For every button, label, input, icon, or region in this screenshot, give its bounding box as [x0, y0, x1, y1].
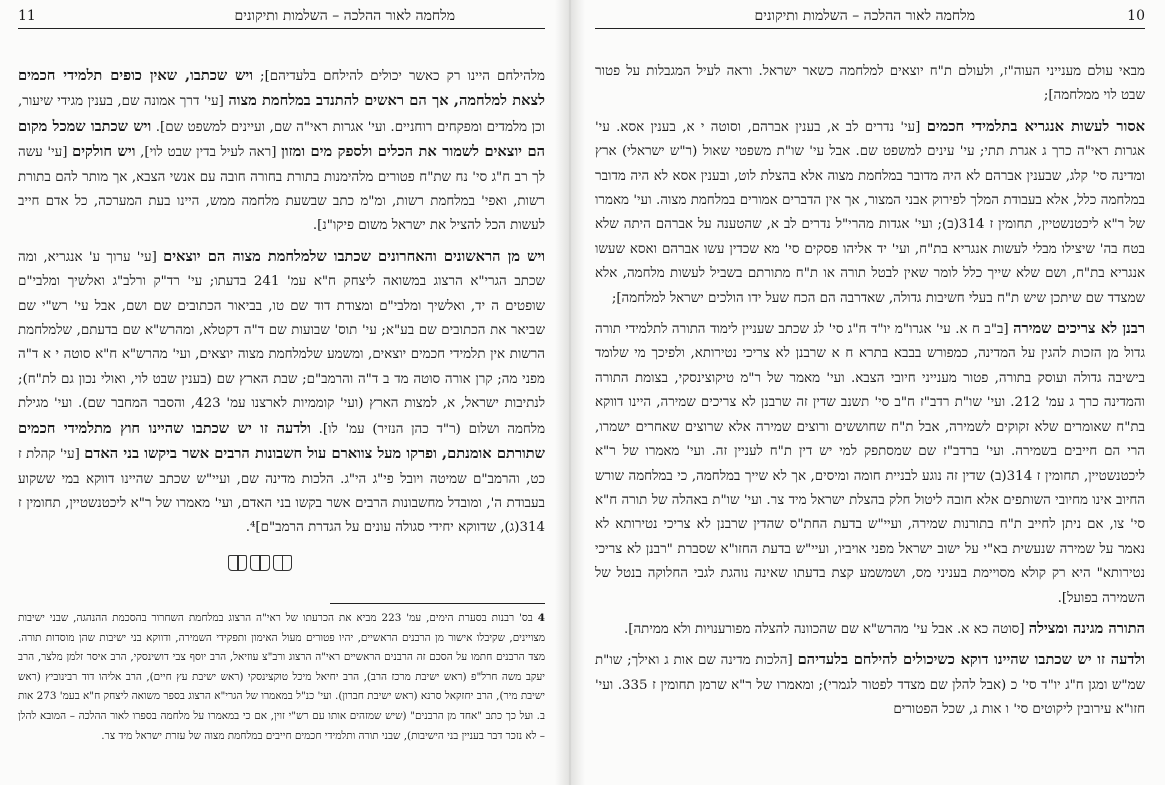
bold-heading-run: ויש שכתבו שמכל מקום הם יוצאים לשמור את הכלים ולספק מים ומזון — [18, 117, 546, 161]
bold-heading-run: 4 — [537, 612, 545, 624]
text-run: [עי' נדרים לב א, בענין אברהם, וסוטה י א, בענין אסא. עי' אגרות ראי"ה כרך ג אגרת תתי; עי' עינים למשפט שם. אבל עי' שו"ת משפטי שאול (ר"ש ישראלי) ארץ ומדינה סי' קלג, שבענין אברהם לא היה מדובר במלחמת מצוה אלא בהצלת לוט, ובענין אסא לא היה מדובר במלחמה כלל, אלא בעבודת המלך לפירוק אבני המצור, אך אין הדברים אמורים במלחמת מצוה. ועי' מאמרו של ר"א ליכטנשטיין, תחומין ז 314(ב); ועי' אגדות מהרי"ל נדרים לב א, שהטענה על אברהם היתה שלא בטח בה' שיצילו מבלי לעשות אנגריא בת"ח, ועי' יד אליהו פסקים סי' מא שכדין עשו אברהם ואסא שעשו אנגריא בת"ח, ושם שלא שייך כלל לומר שאין לבטל תורה או ת"ח מתורתם בשביל לעשות מלחמה, אלא שמצדד שם שיתכן שיש ת"ח בעלי חשיבות גדולה, שאדרבה הם הכח שעל ידו הולכים ישראל למלחמה]; — [595, 119, 1145, 306]
right-paragraph-4 — [595, 617, 1145, 642]
right-paragraph-5 — [595, 648, 1145, 722]
bold-heading-run: ויש חולקים — [72, 143, 136, 161]
right-running-head — [595, 6, 1145, 29]
text-run: [ב"ב ח א. עי' אגרו"מ יו"ד ח"ג סי' לג שכתב שעניין לימוד התורה לתלמידי תורה גדול מן הזכות להגין על המדינה, כמפורש בבבא בתרא ח א שרבנן לא צריכי נטירותא, ולפיכך מי שלומד בישיבה גדולה ועוסק בתורה, פטור מענייני חיובי הצבא. ועי' מאמר של ר"מ טיקוצינסקי, בצומת התורה והמדינה כרך ג עמ' 212. ועי' שו"ת רדב"ז ח"ב סי' תשנב שדין זה שרבנן לא צריכים שמירה, היינו דווקא בת"ח שאומרים שלא זקוקים לשמירה, אבל ת"ח שחוששים ורוצים שמירה אלא שרוצים שאחרים ישמרו, הרי הם חייבים בשמירה. ועי' ברדב"ז שם שמסתפק למי יש דין ת"ח לעניין זה. ועי' מאמרו של ר"א ליכטנשטיין, תחומין ז 314(ב) שדין זה נוגע לבניית חומה ומיסים, אך לא שייך במלחמה, כי במלחמה שורש החיוב אינו מחיובי השותפים אלא חובה ליטול חלק בהצלת ישראל מיד צר. ועי' שו"ת באהלה של תורה ח"א סי' צו, אם ניתן לחייב ת"ח בתורנות שמירה, ועיי"ש בדעת החת"ס שהדין שרבנן לא צריכי נטירותא לא נאמר על שמירה שנעשית בא"י על ישוב ישראל מפני אויביו, ועיי"ש בדעת החזו"א שסברת "רבנן לא צריכי נטירותא" היא רק קולא מסויימת בעניני מס, ושמשמע קצת בדעתו שאינה נוהגת לגבי החלוקה בנטל של השמירה בפועל]. — [595, 322, 1145, 606]
bold-heading-run: התורה מגינה ומצילה — [1028, 619, 1145, 637]
bold-heading-run: רבנן לא צריכים שמירה — [1013, 320, 1145, 338]
right-paragraph-1 — [595, 60, 1145, 109]
text-run: מבאי עולם מענייני העוה"ז, ולעולם ת"ח יוצאים למלחמה כשאר ישראל. וראה לעיל המגבלות על פטור שבט לוי ממלחמה]; — [595, 64, 1145, 104]
left-paragraph-1 — [18, 64, 545, 239]
left-running-head — [18, 6, 545, 29]
right-page — [585, 0, 1165, 785]
book-ornament-icon — [228, 555, 292, 573]
text-run: [הלכות מדינה שם אות ג ואילך; שו"ת שמ"ש ומגן ח"ג יו"ד סי' כ (אבל להלן שם מצדד לפטור לגמרי); ומאמרו של ר"א שרמן תחומין ז 335. ועי' חזו"א עירובין ליקוטים סי' ו אות ג, שכל הפטורים — [595, 653, 1145, 718]
text-run: [עי' עשה לך רב ח"ג סי' נח שת"ח פטורים מלהימנות בתורת בחורה חובה עם אנשי הצבא, אך מותר להם בתורת רשות, ואפי' במלחמת רשות, ומ"מ כתב שבשעת מלחמה ממש, היינו בעת המערכה, כל אדם חייב לעשות הכל להציל את ישראל משום פיקו"נ]. — [18, 145, 545, 234]
right-page-number: 10 — [1127, 8, 1145, 24]
right-paragraph-2 — [595, 115, 1145, 311]
bold-heading-run: ויש שכתבו, שאין כופים תלמידי חכמים לצאת למלחמה, אך הם ראשים להתנדב במלחמת מצוה — [18, 67, 545, 110]
left-page-number: 11 — [18, 8, 36, 24]
right-running-title: מלחמה לאור ההלכה – השלמות ותיקונים — [754, 8, 975, 24]
right-body-text — [595, 60, 1145, 729]
text-run: [עי' דרך אמונה שם, בענין מגידי שיעור, וכן מלמדים ומפקחים רוחניים. ועי' אגרות ראי"ה שם, ועיינים למשפט שם]. — [18, 94, 545, 135]
book-gutter — [555, 0, 585, 785]
text-run: מלהילחם היינו רק כאשר יכולים להילחם בלעדיהם]; — [252, 69, 545, 84]
left-running-title: מלחמה לאור ההלכה – השלמות ותיקונים — [234, 8, 455, 24]
left-page — [0, 0, 555, 785]
bold-heading-run: ולדעה זו יש שכתבו שהיינו דוקא כשיכולים להילחם בלעדיהם — [797, 651, 1145, 669]
text-run: בס' רבנות בסערת הימים, עמ' 223 מביא את הכרעתו של ראי"ה הרצוג במלחמת השחרור בהסכמת ההנהגה, שבני ישיבות מצויינים, שקיבלו אישור מן הרבנים הראשיים, יהיו פטורים מעול האימון ותפקידי השמירה, ודווקא בני ישיבות שהן מוסדות תורה. מצד הרבנים חתמו על הסכם זה הרבנים הראשיים ראי"ה הרצוג ורב"צ עוזיאל, הרב יוסף צבי דושינסקי, הרב איסר זלמן מלצר, הרב יעקב משה חרל"פ (ראש ישיבת מרכז הרב), הרב יחיאל מיכל טוקצינסקי (ראש ישיבת עץ חיים), הרב אליהו דוד רבינוביץ (ראש ישיבת מיר), הרב יחזקאל סרנא (ראש ישיבת חברון). ועי' כנ"ל במאמרו של הגרי"א הרצוג בספר משואה ליצחק ח"א בעמ' 273 אות ב. ועל כך כתב "אחד מן הרבנים" (שיש שמזהים אותו עם רש"י זוין, אם כי במאמרו על מלחמה בספרו לאור ההלכה – המובא להלן – לא נזכר דבר בעניין בני הישיבות), שבני תורה ותלמידי חכמים חייבים במלחמת מצוה של עזרת ישראל מיד צר. — [18, 612, 545, 742]
text-run: [עי' ערוך ע' אנגריא, ומה שכתב הגרי"א הרצוג במשואה ליצחק ח"א עמ' 241 בדעתו; עי' רד"ק ורלב"ג ואלשיך ומלבי"ם שופטים ה יד, ואלשיך ומלבי"ם ומצודת דוד שם טו, בביאור הכתובים שם ושם, אבל עי' רש"י שם שביאר את הכתובים שם בע"א; עי' תוס' שבועות שם ד"ה דקטלא, ומהרש"א שם בדעתם, שלמלחמת הרשות אין תלמידי חכמים יוצאים, ומשמע שלמלחמת מצוה יוצאים, ועי' מהרש"א ח"א סוטה י א ד"ה מפני מה; קרן אורה סוטה מד ב ד"ה והרמב"ם; שבת הארץ שם (בענין שבט לוי, ואולי נכון גם לת"ח); לנתיבות ישראל, א, למצות הארץ (ועי' קוממיות לארצנו עמ' 423, והסבר המחבר שם). ועי' מגילת מלחמה ושלום (ר"ד כהן הנזיר) עמ' לו]. — [18, 249, 546, 437]
bold-heading-run: אסור לעשות אנגריא בתלמידי חכמים — [926, 117, 1146, 135]
text-run: [עי' קהלת ז כט, והרמב"ם שמיטה ויובל פי"ג הי"ג. הלכות מדינה שם, ועיי"ש שכתב שהיינו דווקא במי ששקוע בעבודת ה', ומובדל מחשבונות הרבים אשר בקשו בני האדם, ועי' מאמרו של ר"א ליכטנשטיין, תחומין ז 314(ג), שדווקא יחידי סגולה עונים על הגדרת הרמב"ם]⁴. — [18, 447, 545, 536]
right-paragraph-3 — [595, 317, 1145, 611]
footnote-4 — [18, 609, 545, 746]
text-run: [ראה לעיל בדין שבט לוי], — [135, 145, 282, 161]
bold-heading-run: ויש מן הראשונים והאחרונים שכתבו שלמלחמת מצוה הם יוצאים — [163, 247, 546, 265]
left-body-text — [18, 64, 545, 547]
left-paragraph-2 — [18, 245, 545, 541]
bold-heading-run: ולדעה זו יש שכתבו שהיינו חוץ מתלמידי חכמים שתורתם אומנתם, ופרקו מעל צווארם עול חשבונות הרבים אשר ביקשו בני האדם — [18, 419, 546, 463]
text-run: [סוטה כא א. אבל עי' מהרש"א שם שהכוונה להצלה מפורענויות ולא ממיתה]. — [624, 621, 1029, 637]
footnote-divider — [330, 603, 545, 604]
